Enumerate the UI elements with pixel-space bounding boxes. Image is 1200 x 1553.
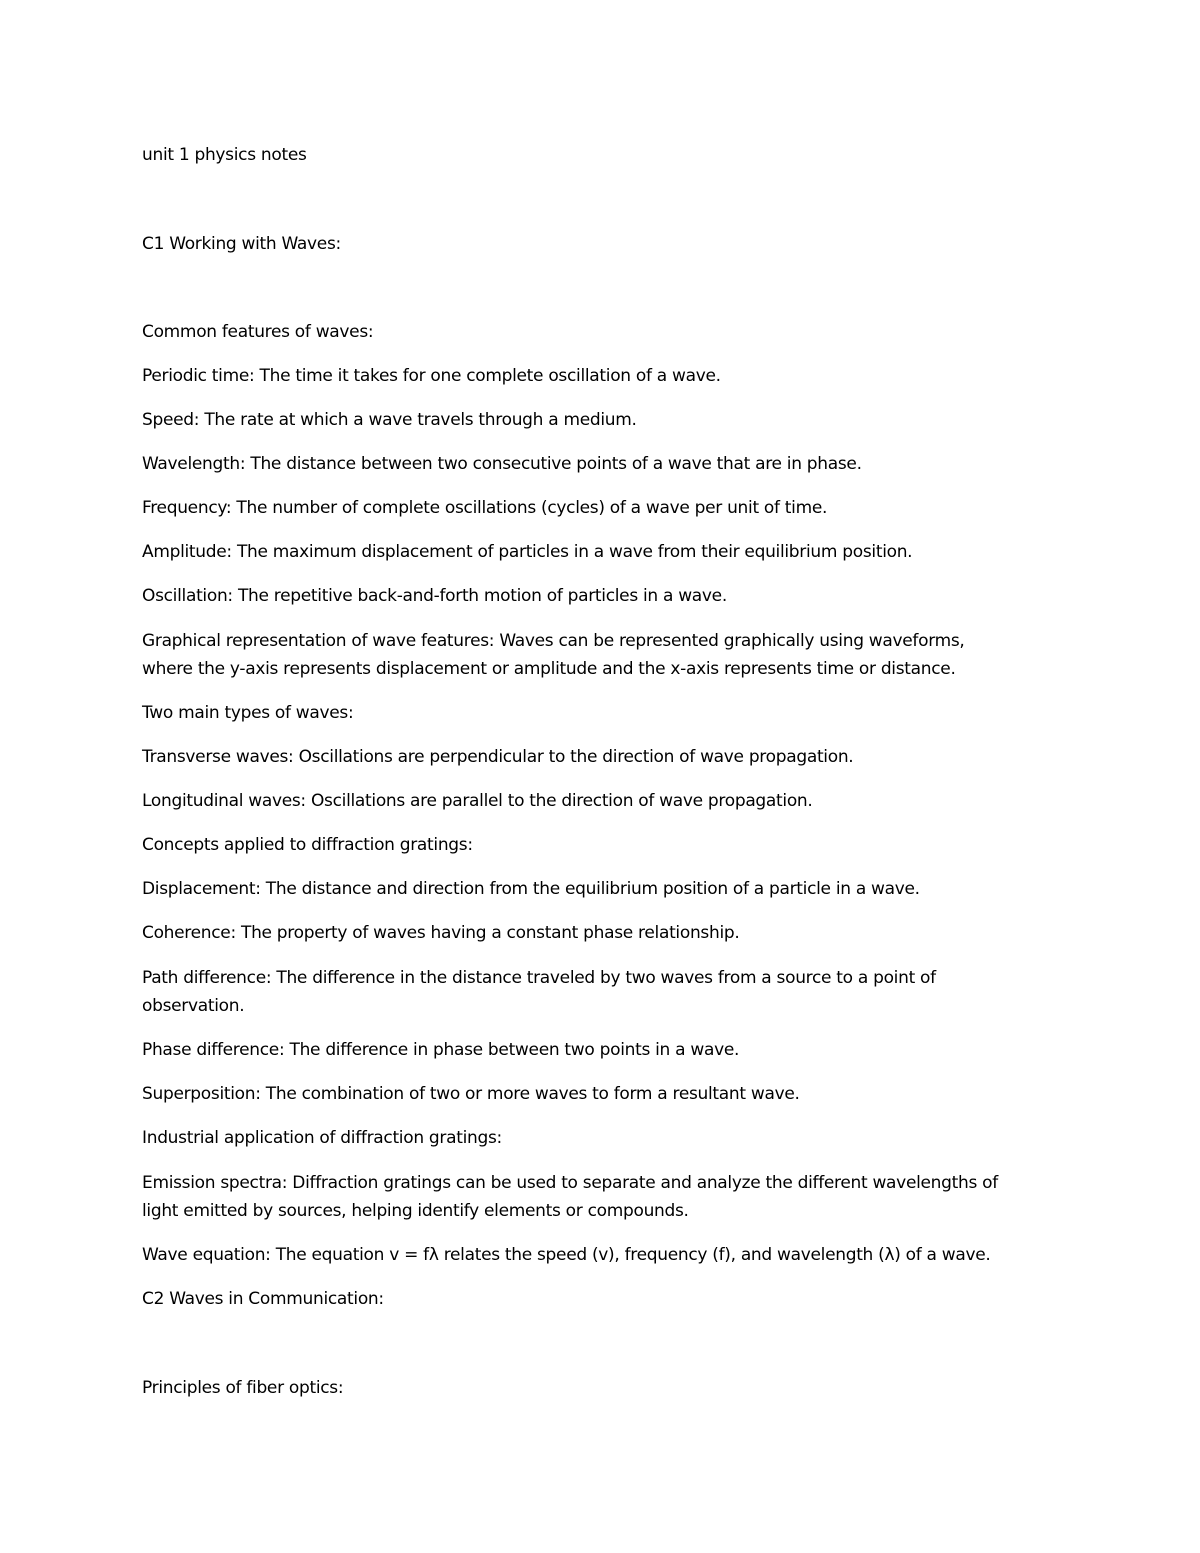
definition-phase-difference: Phase difference: The difference in phase between two points in a wave.: [142, 1040, 740, 1060]
definition-wavelength: Wavelength: The distance between two consecutive points of a wave that are in phase.: [142, 454, 862, 474]
subheading-industrial: Industrial application of diffraction gratings:: [142, 1128, 502, 1148]
subheading-common-features: Common features of waves:: [142, 322, 374, 342]
definition-oscillation: Oscillation: The repetitive back-and-forth motion of particles in a wave.: [142, 586, 727, 606]
definition-frequency: Frequency: The number of complete oscillations (cycles) of a wave per unit of time.: [142, 498, 828, 518]
paragraph-line: light emitted by sources, helping identify elements or compounds.: [142, 1201, 689, 1221]
definition-wave-equation: Wave equation: The equation v = fλ relates the speed (v), frequency (f), and wavelength (λ) of a wave.: [142, 1245, 991, 1265]
definition-periodic-time: Periodic time: The time it takes for one complete oscillation of a wave.: [142, 366, 721, 386]
definition-coherence: Coherence: The property of waves having a constant phase relationship.: [142, 923, 740, 943]
definition-amplitude: Amplitude: The maximum displacement of particles in a wave from their equilibrium position.: [142, 542, 913, 562]
paragraph-line: where the y-axis represents displacement or amplitude and the x-axis represents time or distance.: [142, 659, 956, 679]
definition-longitudinal: Longitudinal waves: Oscillations are parallel to the direction of wave propagation.: [142, 791, 813, 811]
paragraph-line: Graphical representation of wave features: Waves can be represented graphically using waveforms,: [142, 631, 965, 651]
paragraph-line: Path difference: The difference in the distance traveled by two waves from a source to a point of: [142, 968, 936, 988]
paragraph-line: observation.: [142, 996, 245, 1016]
subheading-fiber-optics: Principles of fiber optics:: [142, 1378, 344, 1398]
definition-speed: Speed: The rate at which a wave travels through a medium.: [142, 410, 637, 430]
section-heading-c2: C2 Waves in Communication:: [142, 1289, 384, 1309]
definition-displacement: Displacement: The distance and direction from the equilibrium position of a particle in a wave.: [142, 879, 920, 899]
definition-emission-spectra: [142, 1169, 1062, 1225]
definition-path-difference: [142, 964, 1062, 1020]
paragraph-line: Emission spectra: Diffraction gratings can be used to separate and analyze the different wavelengths of: [142, 1173, 998, 1193]
definition-graphical-representation: [142, 627, 1062, 683]
definition-transverse: Transverse waves: Oscillations are perpendicular to the direction of wave propagation.: [142, 747, 854, 767]
section-heading-c1: C1 Working with Waves:: [142, 234, 341, 254]
document-title: unit 1 physics notes: [142, 145, 307, 165]
definition-superposition: Superposition: The combination of two or more waves to form a resultant wave.: [142, 1084, 800, 1104]
subheading-two-types: Two main types of waves:: [142, 703, 354, 723]
subheading-concepts: Concepts applied to diffraction gratings:: [142, 835, 473, 855]
